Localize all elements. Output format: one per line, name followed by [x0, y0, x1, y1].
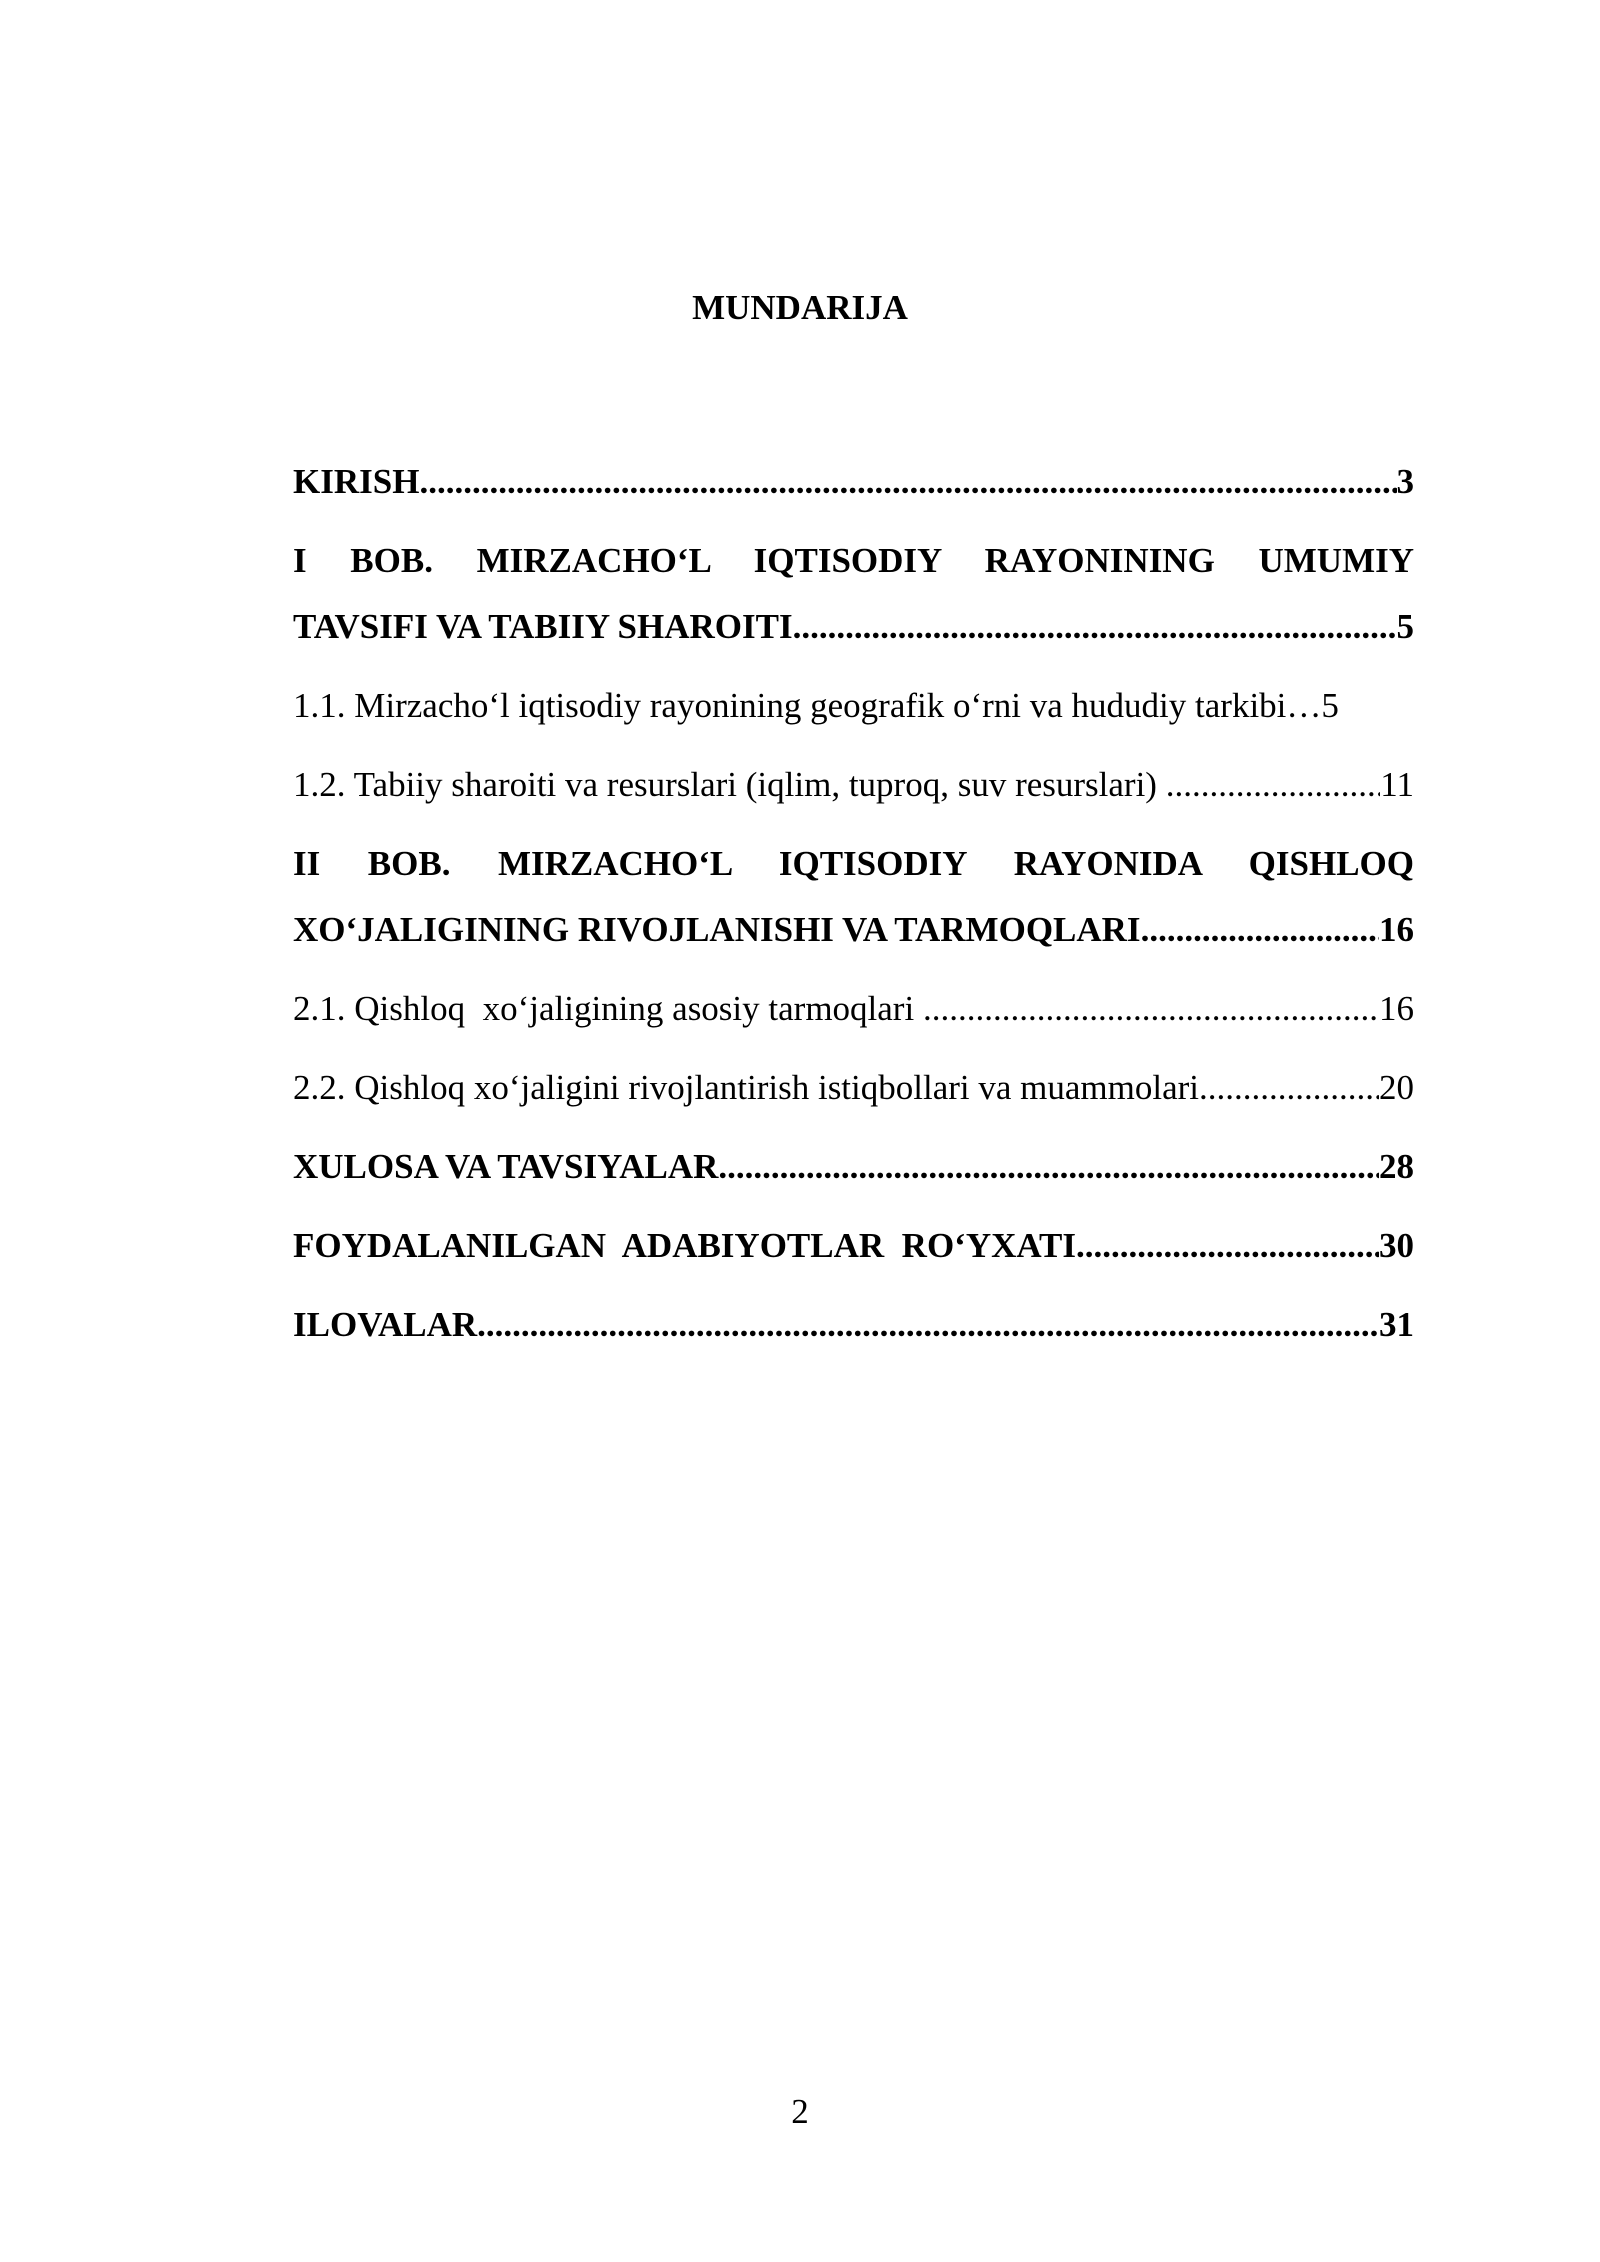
- dot-leader: [793, 607, 1397, 647]
- page-title: MUNDARIJA: [692, 288, 908, 327]
- toc-entry-label: XO‘JALIGINING RIVOJLANISHI VA TARMOQLARI: [293, 910, 1141, 949]
- toc-entry-page: 16: [1379, 989, 1414, 1028]
- page-number: 2: [791, 2092, 809, 2131]
- toc-entry-page: 30: [1379, 1226, 1414, 1265]
- toc-entry-label: FOYDALANILGAN ADABIYOTLAR RO‘YXATI: [293, 1226, 1077, 1265]
- toc-entry-2-2[interactable]: [293, 1068, 1414, 1108]
- dot-leader: [1199, 1068, 1379, 1108]
- dot-leader: [1141, 910, 1379, 950]
- toc-entry-page: 31: [1379, 1305, 1414, 1344]
- toc-entry-page: 20: [1379, 1068, 1414, 1107]
- toc-entry-page: 5: [1396, 607, 1414, 646]
- toc-entry-label: 2.1. Qishloq xo‘jaligining asosiy tarmoqlari: [293, 989, 923, 1028]
- dot-leader: [718, 1147, 1379, 1187]
- toc-entry-bob2-line2[interactable]: [293, 910, 1414, 950]
- dot-leader: [477, 1305, 1379, 1345]
- toc-entry-kirish[interactable]: [293, 462, 1414, 502]
- toc-entry-1-1[interactable]: [293, 686, 1414, 726]
- toc-entry-page: 11: [1380, 765, 1414, 804]
- dot-leader: [419, 462, 1396, 502]
- toc-entry-page: 28: [1379, 1147, 1414, 1186]
- dot-leader: [1076, 1226, 1379, 1266]
- toc-entry-bob1-line1[interactable]: I BOB. MIRZACHO‘L IQTISODIY RAYONINING UMUMIY: [293, 541, 1414, 580]
- toc-entry-foydalanilgan[interactable]: [293, 1226, 1414, 1266]
- toc-entry-page: 3: [1396, 462, 1414, 501]
- toc-entry-label: ILOVALAR: [293, 1305, 478, 1344]
- dot-leader: [923, 989, 1379, 1029]
- toc-entry-label: 1.1. Mirzacho‘l iqtisodiy rayonining geografik o‘rni va hududiy tarkibi…: [293, 686, 1322, 725]
- toc-entry-1-2[interactable]: [293, 765, 1414, 805]
- toc-entry-label: 2.2. Qishloq xo‘jaligini rivojlantirish istiqbollari va muammolari: [293, 1068, 1200, 1107]
- toc-entry-label: TAVSIFI VA TABIIY SHAROITI: [293, 607, 793, 646]
- toc-entry-xulosa[interactable]: [293, 1147, 1414, 1187]
- toc-entry-label: KIRISH: [293, 462, 420, 501]
- toc-entry-label: XULOSA VA TAVSIYALAR: [293, 1147, 719, 1186]
- dot-leader: [1166, 765, 1381, 805]
- toc-entry-page: 16: [1379, 910, 1414, 949]
- toc-entry-bob2-line1[interactable]: II BOB. MIRZACHO‘L IQTISODIY RAYONIDA QISHLOQ: [293, 844, 1414, 883]
- toc-entry-ilovalar[interactable]: [293, 1305, 1414, 1345]
- toc-entry-2-1[interactable]: [293, 989, 1414, 1029]
- toc-entry-page: 5: [1321, 686, 1339, 725]
- toc-entry-bob1-line2[interactable]: [293, 607, 1414, 647]
- toc-entry-label: 1.2. Tabiiy sharoiti va resurslari (iqlim, tuproq, suv resurslari): [293, 765, 1166, 804]
